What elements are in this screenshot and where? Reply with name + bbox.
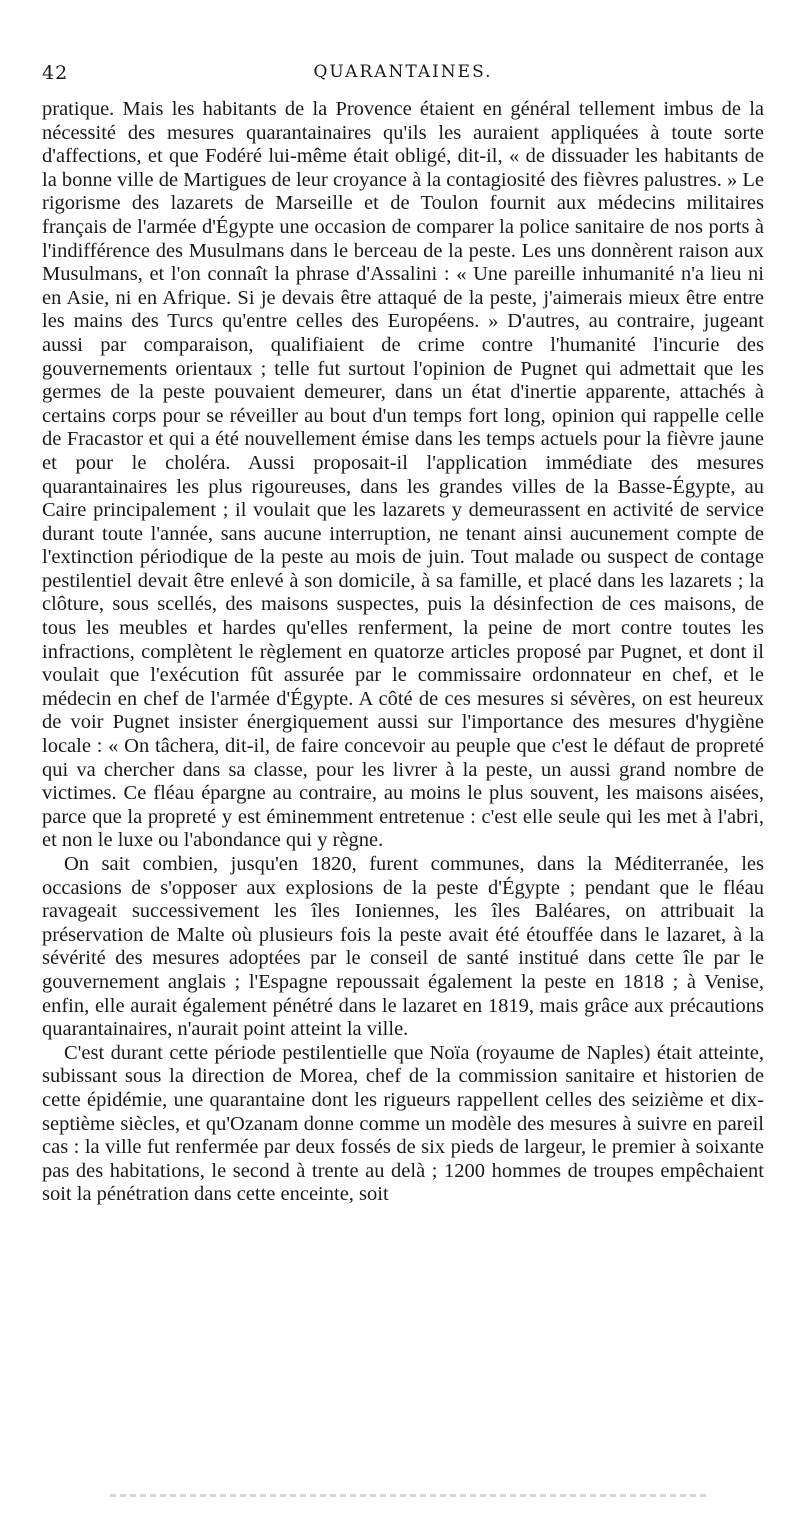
paragraph-3: C'est durant cette période pestilentielle que Noïa (royaume de Naples) était atteinte, subissant sous la direction de Morea, chef de la commission sanitaire et historien de cette épidémie, une quarantaine dont les rigueurs rappellent celles des seizième et dix-septième siècles, et qu'Ozanam donne comme un modèle des mesures à suivre en pareil cas : la ville fut renfermée par deux fossés de six pieds de largeur, le premier à soixante pas des habitations, le second à trente au delà ; 1200 hommes de troupes empêchaient soit la pénétration dans cette enceinte, soit [42, 1041, 764, 1206]
paragraph-2: On sait combien, jusqu'en 1820, furent communes, dans la Méditerranée, les occasions de s'opposer aux explosions de la peste d'Égypte ; pendant que le fléau ravageait successivement les îles Ioniennes, les îles Baléares, on attribuait la préservation de Malte où plusieurs fois la peste avait été étouffée dans le lazaret, à la sévérité des mesures adoptées par le conseil de santé institué dans cette île par le gouvernement anglais ; l'Espagne repoussait également la peste en 1818 ; à Venise, enfin, elle aurait également pénétré dans le lazaret en 1819, mais grâce aux précautions quarantainaires, n'aurait point atteint la ville. [42, 853, 764, 1041]
footer-scan-artifact [110, 1494, 710, 1497]
page-header [42, 62, 764, 98]
paragraph-1: pratique. Mais les habitants de la Provence étaient en général tellement imbus de la nécessité des mesures quarantainaires qu'ils les auraient appliquées à toute sorte d'affections, et que Fodéré lui-même était obligé, dit-il, « de dissuader les habitants de la bonne ville de Martigues de leur croyance à la contagiosité des fièvres palustres. » Le rigorisme des lazarets de Marseille et de Toulon fournit aux médecins militaires français de l'armée d'Égypte une occasion de comparer la police sanitaire de nos ports à l'indifférence des Musulmans dans le berceau de la peste. Les uns donnèrent raison aux Musulmans, et l'on connaît la phrase d'Assalini : « Une pareille inhumanité n'a lieu ni en Asie, ni en Afrique. Si je devais être attaqué de la peste, j'aimerais mieux être entre les mains des Turcs qu'entre celles des Européens. » D'autres, au contraire, jugeant aussi par comparaison, qualifiaient de crime contre l'humanité l'incurie des gouvernements orientaux ; telle fut surtout l'opinion de Pugnet qui admettait que les germes de la peste pouvaient demeurer, dans un état d'inertie apparente, attachés à certains corps pour se réveiller au bout d'un temps fort long, opinion qui rappelle celle de Fracastor et qui a été nouvellement émise dans les temps actuels pour la fièvre jaune et pour le choléra. Aussi proposait-il l'application immédiate des mesures quarantainaires les plus rigoureuses, dans les grandes villes de la Basse-Égypte, au Caire principalement ; il voulait que les lazarets y demeurassent en activité de service durant toute l'année, sans aucune interruption, ne tenant ainsi aucunement compte de l'extinction périodique de la peste au mois de juin. Tout malade ou suspect de contage pestilentiel devait être enlevé à son domicile, à sa famille, et placé dans les lazarets ; la clôture, sous scellés, des maisons suspectes, puis la désinfection de ces maisons, de tous les meubles et hardes qu'elles renferment, la peine de mort contre toutes les infractions, complètent le règlement en quatorze articles proposé par Pugnet, et dont il voulait que l'exécution fût assurée par le commissaire ordonnateur en chef, et le médecin en chef de l'armée d'Égypte. A côté de ces mesures si sévères, on est heureux de voir Pugnet insister énergiquement aussi sur l'importance des mesures d'hygiène locale : « On tâchera, dit-il, de faire concevoir au peuple que c'est le défaut de propreté qui va chercher dans sa classe, pour les livrer à la peste, un aussi grand nombre de victimes. Ce fléau épargne au contraire, au moins le plus souvent, les maisons aisées, parce que la propreté y est éminemment entretenue : c'est elle seule qui les met à l'abri, et non le luxe ou l'abondance qui y règne. [42, 98, 764, 852]
page-number: 42 [42, 62, 69, 84]
book-page [42, 62, 764, 1207]
running-title: QUARANTAINES. [313, 62, 493, 82]
